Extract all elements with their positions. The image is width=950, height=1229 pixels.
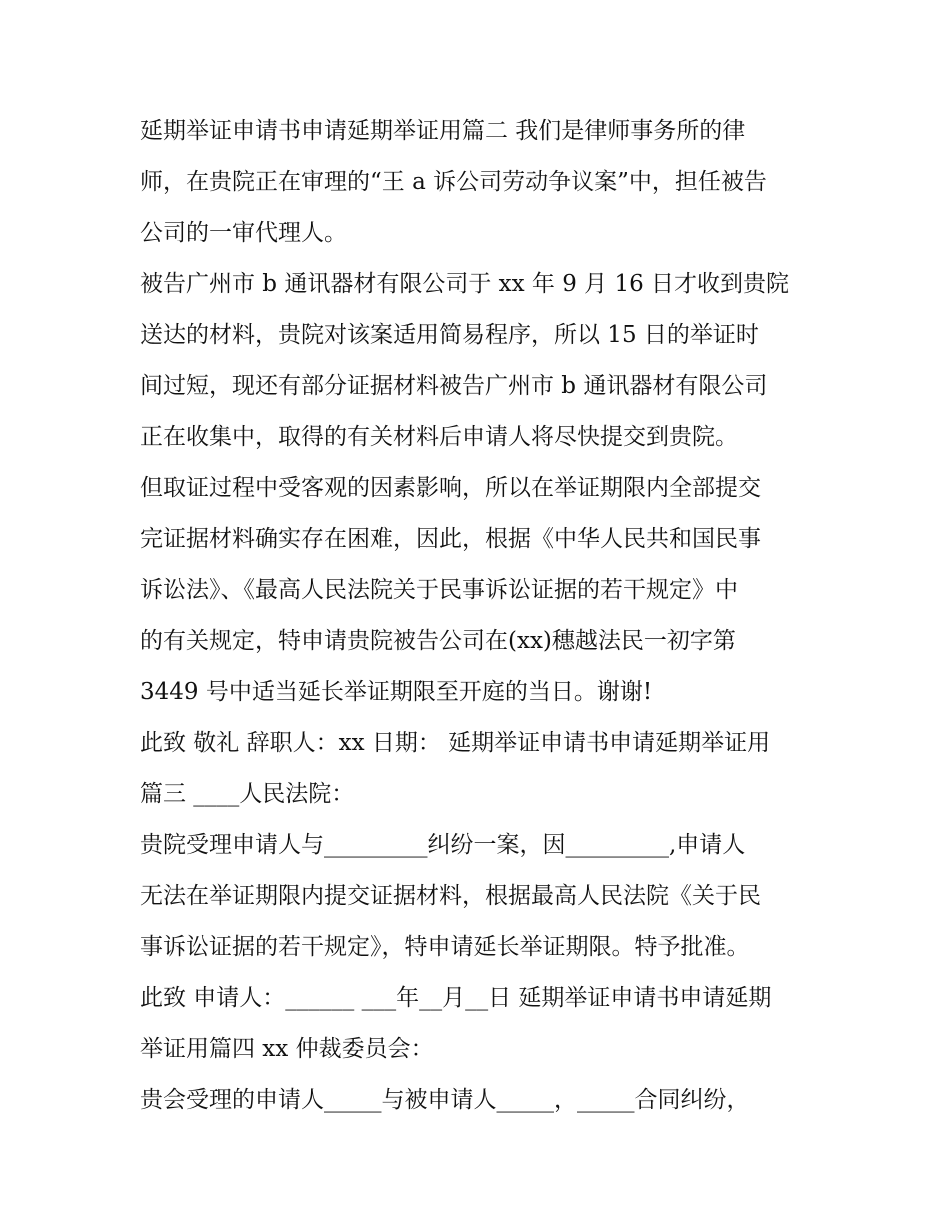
text-line: 此致 敬礼 辞职人：xx 日期： 延期举证申请书申请延期举证用 [140,730,771,756]
text-line: 贵会受理的申请人_____与被申请人_____，_____合同纠纷， [140,1087,750,1113]
text-line: 3449 号中适当延长举证期限至开庭的当日。谢谢! [140,679,653,705]
text-line: 事诉讼证据的若干规定》，特申请延长举证期限。特予批准。 [140,934,750,960]
text-line: 公司的一审代理人。 [140,220,347,246]
document-body [140,106,820,1126]
text-line: 师，在贵院正在审理的“王 a 诉公司劳动争议案”中，担任被告 [140,169,767,195]
text-line: 完证据材料确实存在困难，因此，根据《中华人民共和国民事 [140,526,761,552]
text-line: 被告广州市 b 通讯器材有限公司于 xx 年 9 月 16 日才收到贵院 [140,271,790,297]
text-line: 延期举证申请书申请延期举证用篇二 我们是律师事务所的律 [140,118,746,144]
text-line: 送达的材料，贵院对该案适用简易程序，所以 15 日的举证时 [140,322,759,348]
text-line: 篇三 ____人民法院： [140,781,355,807]
text-line: 但取证过程中受客观的因素影响，所以在举证期限内全部提交 [140,475,761,501]
text-line: 的有关规定，特申请贵院被告公司在(xx)穗越法民一初字第 [140,628,736,654]
text-line: 举证用篇四 xx 仲裁委员会： [140,1036,434,1062]
text-line: 此致 申请人：______ ___年__月__日 延期举证申请书申请延期 [140,985,772,1011]
text-line: 正在收集中，取得的有关材料后申请人将尽快提交到贵院。 [140,424,738,450]
text-line: 间过短，现还有部分证据材料被告广州市 b 通讯器材有限公司 [140,373,768,399]
text-line: 诉讼法》、《最高人民法院关于民事诉讼证据的若干规定》中 [140,577,738,603]
text-line: 贵院受理申请人与_________纠纷一案，因_________,申请人 [140,832,746,858]
text-line: 无法在举证期限内提交证据材料，根据最高人民法院《关于民 [140,883,761,909]
